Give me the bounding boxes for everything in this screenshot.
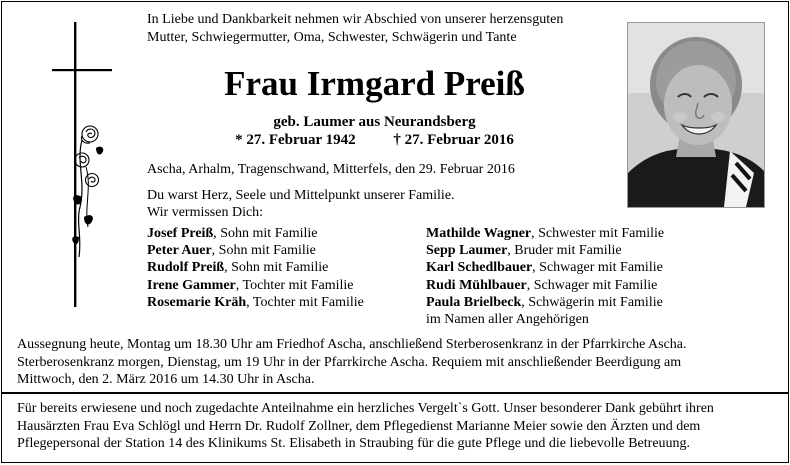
mourner-name: Peter Auer bbox=[147, 243, 212, 259]
list-item bbox=[426, 225, 766, 242]
funeral-line: Mittwoch, den 2. März 2016 um 14.30 Uhr in Ascha. bbox=[17, 372, 315, 387]
message-line: Du warst Herz, Seele und Mittelpunkt unserer Familie. bbox=[147, 188, 455, 203]
list-item bbox=[426, 242, 766, 259]
all-relatives-line: im Namen aller Angehörigen bbox=[426, 312, 589, 328]
life-dates bbox=[147, 131, 602, 149]
mourner-relation: , Schwager mit Familie bbox=[532, 260, 663, 276]
divider bbox=[2, 392, 788, 394]
thanks-line: Pflegepersonal der Station 14 des Klinikums St. Elisabeth in Straubing für die gute Pflege und die liebevolle Betreuung. bbox=[17, 436, 691, 451]
intro-text bbox=[147, 11, 617, 47]
intro-line: Mutter, Schwiegermutter, Oma, Schwester, Schwägerin und Tante bbox=[147, 30, 517, 45]
mourner-name: Mathilde Wagner bbox=[426, 226, 532, 241]
funeral-info bbox=[17, 336, 777, 389]
mourner-relation: , Sohn mit Familie bbox=[211, 243, 316, 259]
list-item bbox=[147, 225, 447, 242]
mourner-name: Rudi Mühlbauer bbox=[426, 277, 527, 293]
mourner-relation: , Sohn mit Familie bbox=[213, 226, 318, 241]
mourner-name: Irene Gammer bbox=[147, 277, 236, 293]
thanks-line: Für bereits erwiesene und noch zugedachte Anteilnahme ein herzliches Vergelt`s Gott. Unser besonderer Dank gebührt ihren bbox=[17, 401, 714, 416]
list-item bbox=[426, 294, 766, 311]
mourner-name: Paula Brielbeck bbox=[426, 294, 522, 310]
mourner-name: Sepp Laumer bbox=[426, 243, 508, 259]
mourner-relation: , Schwägerin mit Familie bbox=[521, 294, 663, 310]
maiden-name: geb. Laumer aus Neurandsberg bbox=[273, 114, 476, 130]
mourners-list-left bbox=[147, 225, 447, 311]
list-item bbox=[147, 242, 447, 259]
funeral-line: Sterberosenkranz morgen, Dienstag, um 19 Uhr in der Pfarrkirche Ascha. Requiem mit anschließender Beerdigung am bbox=[17, 354, 682, 370]
funeral-line: Aussegnung heute, Montag um 18.30 Uhr am Friedhof Ascha, anschließend Sterberosenkranz in der Pfarrkirche Ascha. bbox=[17, 337, 687, 352]
list-item bbox=[147, 294, 447, 311]
mourner-relation: , Schwager mit Familie bbox=[526, 277, 658, 293]
mourner-relation: , Sohn mit Familie bbox=[224, 260, 329, 276]
mourner-name: Rosemarie Kräh bbox=[147, 294, 247, 310]
mourner-name: Karl Schedlbauer bbox=[426, 260, 533, 276]
deceased-name: Frau Irmgard Preiß bbox=[224, 64, 525, 103]
thanks-line: Hausärzten Frau Eva Schlögl und Herrn Dr. Rudolf Zollner, dem Pflegedienst Marianne Meier sowie den Ärzten und dem bbox=[17, 418, 701, 434]
intro-line: In Liebe und Dankbarkeit nehmen wir Abschied von unserer herzensguten bbox=[147, 12, 564, 27]
cross-with-roses-icon bbox=[46, 22, 116, 307]
list-item bbox=[426, 259, 766, 276]
portrait-photo bbox=[627, 22, 765, 208]
mourners-list-right bbox=[426, 225, 766, 328]
memorial-message bbox=[147, 187, 617, 221]
mourner-relation: , Tochter mit Familie bbox=[246, 294, 364, 310]
mourner-relation: , Bruder mit Familie bbox=[507, 243, 622, 259]
mourner-relation: , Schwester mit Familie bbox=[531, 226, 665, 241]
mourner-relation: , Tochter mit Familie bbox=[235, 277, 354, 293]
list-item bbox=[147, 259, 447, 276]
mourner-name: Rudolf Preiß bbox=[147, 260, 225, 276]
birth-date: * 27. Februar 1942 bbox=[235, 132, 356, 148]
list-item bbox=[147, 277, 447, 294]
list-item bbox=[426, 277, 766, 294]
death-date: † 27. Februar 2016 bbox=[393, 132, 514, 148]
thanks-text bbox=[17, 400, 777, 453]
message-line: Wir vermissen Dich: bbox=[147, 205, 264, 220]
place-and-date: Ascha, Arhalm, Tragenschwand, Mitterfels, den 29. Februar 2016 bbox=[147, 162, 515, 177]
mourner-name: Josef Preiß bbox=[147, 226, 214, 241]
obituary-notice bbox=[1, 1, 789, 463]
